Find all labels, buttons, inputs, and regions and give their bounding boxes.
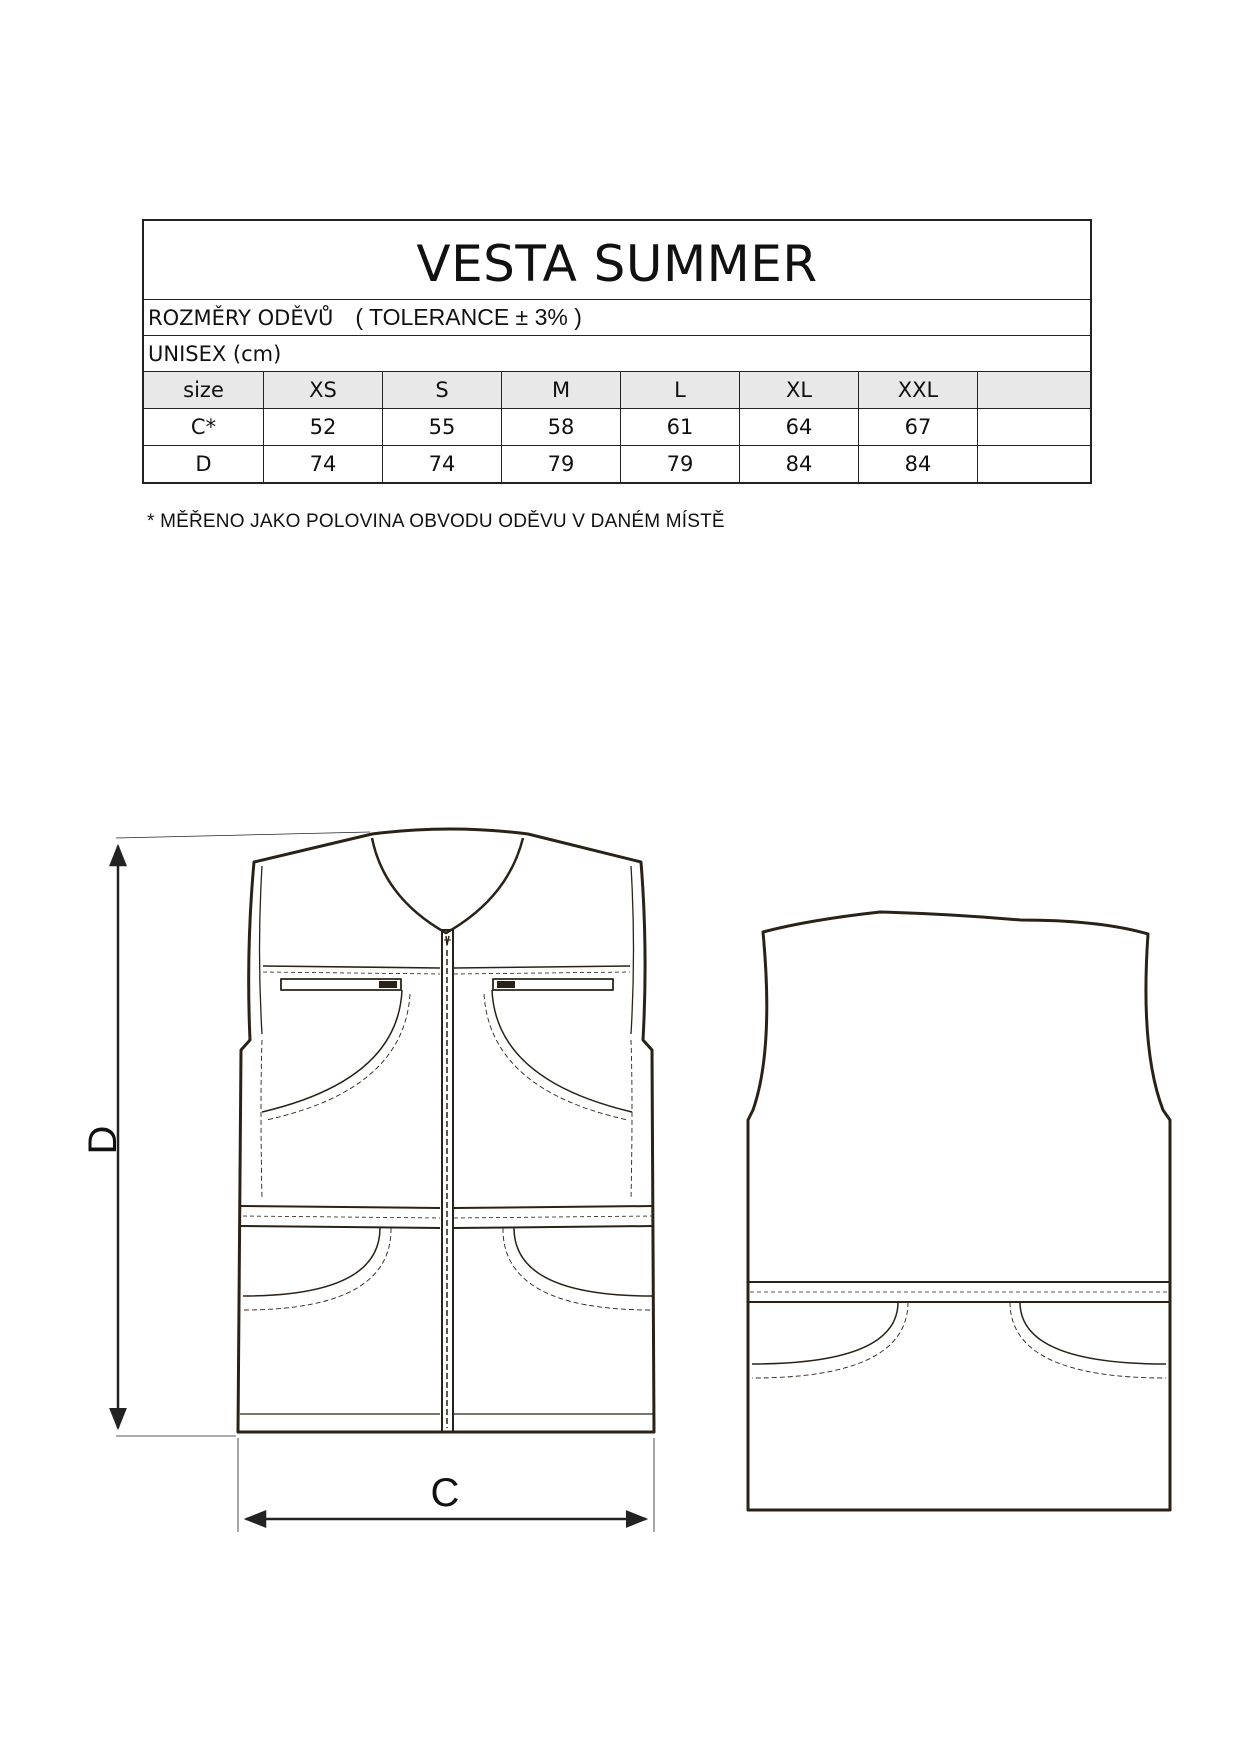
table-cell: 52 <box>263 409 382 445</box>
table-cell: 74 <box>382 446 501 482</box>
tolerance-label: ( TOLERANCE ± 3% ) <box>355 304 582 330</box>
dimensions-label: ROZMĚRY ODĚVŮ <box>148 305 334 330</box>
table-cell: 84 <box>858 446 977 482</box>
size-header-cell: XL <box>739 372 858 408</box>
width-label: C <box>430 1471 460 1515</box>
fit-label: UNISEX (cm) <box>148 341 282 366</box>
back-view <box>748 912 1170 1510</box>
length-dimension <box>116 832 370 1436</box>
table-cell: 79 <box>501 446 620 482</box>
size-header-cell: L <box>620 372 739 408</box>
neckline <box>372 838 523 933</box>
measurement-footnote: * MĚŘENO JAKO POLOVINA OBVODU ODĚVU V DANÉM MÍSTĚ <box>147 511 725 532</box>
table-cell: 79 <box>620 446 739 482</box>
size-header-label: size <box>183 378 224 402</box>
table-cell: 74 <box>263 446 382 482</box>
size-header-cell: XXL <box>858 372 977 408</box>
size-header-cell: XS <box>263 372 382 408</box>
row-label: C* <box>190 415 217 439</box>
size-header-cell: S <box>382 372 501 408</box>
table-cell: 84 <box>739 446 858 482</box>
size-header-cell: M <box>501 372 620 408</box>
table-cell: 67 <box>858 409 977 445</box>
front-outline <box>238 829 654 1432</box>
table-cell: 58 <box>501 409 620 445</box>
back-outline <box>748 912 1170 1510</box>
table-cell: 55 <box>382 409 501 445</box>
row-label: D <box>195 452 212 476</box>
table-cell: 61 <box>620 409 739 445</box>
product-title: VESTA SUMMER <box>416 235 818 293</box>
table-cell: 64 <box>739 409 858 445</box>
length-label: D <box>81 1125 125 1155</box>
front-view <box>238 829 654 1432</box>
